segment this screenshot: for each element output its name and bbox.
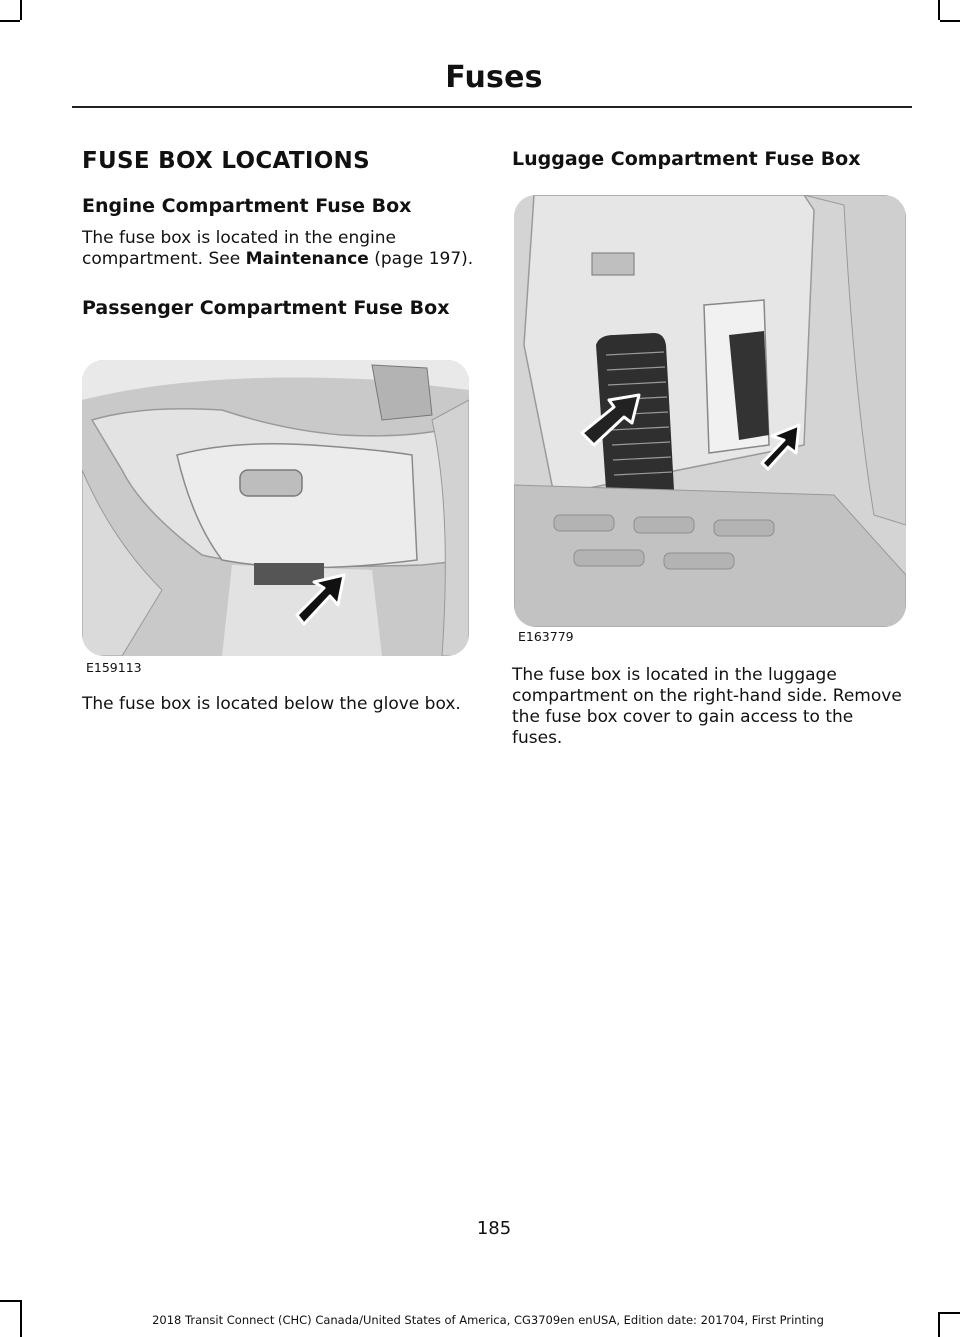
luggage-text: The fuse box is located in the luggage compartment on the right-hand side. Remove the fuse box cover to gain access to the fuses.	[512, 665, 902, 748]
engine-text-before: The fuse box is located in the engine compartment. See	[82, 228, 397, 269]
luggage-heading: Luggage Compartment Fuse Box	[512, 148, 861, 170]
section-heading: FUSE BOX LOCATIONS	[82, 148, 370, 174]
glove-box-drawing	[82, 360, 469, 656]
footer-text: 2018 Transit Connect (CHC) Canada/United States of America, CG3709en enUSA, Edition date: 201704, First Printing	[152, 1313, 824, 1327]
engine-text	[82, 228, 474, 270]
page-title: Fuses	[445, 60, 543, 95]
crop-mark	[0, 20, 20, 22]
maintenance-link[interactable]: Maintenance	[245, 249, 369, 269]
luggage-fuse-box-illustration	[514, 195, 906, 627]
engine-text-after: (page 197).	[368, 249, 474, 269]
luggage-compartment-drawing	[514, 195, 906, 627]
passenger-heading: Passenger Compartment Fuse Box	[82, 297, 450, 319]
crop-mark	[0, 1300, 20, 1302]
crop-mark	[20, 0, 22, 20]
passenger-figure-code: E159113	[86, 660, 142, 675]
page-number: 185	[476, 1218, 512, 1239]
passenger-text: The fuse box is located below the glove box.	[82, 694, 461, 714]
left-column	[82, 148, 474, 320]
header-rule	[72, 106, 912, 108]
crop-mark	[938, 0, 940, 20]
luggage-figure-code: E163779	[518, 629, 574, 644]
crop-mark	[940, 20, 960, 22]
engine-heading: Engine Compartment Fuse Box	[82, 195, 412, 217]
passenger-fuse-box-illustration	[82, 360, 469, 656]
